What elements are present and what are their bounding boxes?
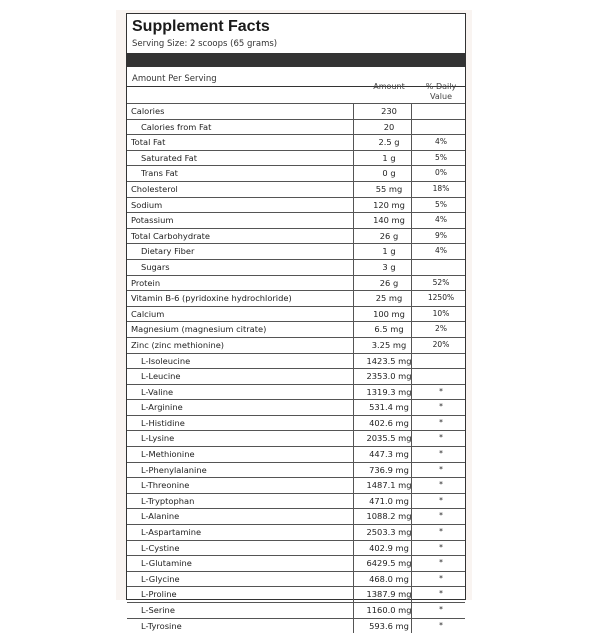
nutrient-name: Vitamin B-6 (pyridoxine hydrochloride) [131,293,292,304]
nutrient-amount: 55 mg [375,183,403,194]
nutrient-amount: 25 mg [375,293,403,304]
nutrient-table [127,103,465,633]
thick-divider [127,53,465,67]
nutrient-amount: 230 [381,106,397,116]
nutrient-name: Sugars [141,261,170,272]
nutrient-name: L-Proline [141,589,177,600]
nutrient-row [127,165,465,181]
nutrient-row [127,290,465,306]
nutrient-name: Zinc (zinc methionine) [131,339,225,350]
nutrient-amount: 6429.5 mg [366,558,412,569]
nutrient-amount: 3 g [382,261,396,272]
nutrient-daily-value: 4% [435,246,447,256]
nutrient-daily-value: 9% [435,230,447,240]
nutrient-amount: 1319.3 mg [366,386,412,397]
nutrient-amount: 531.4 mg [369,402,409,413]
nutrient-amount: 402.6 mg [369,417,409,428]
nutrient-name: L-Isoleucine [141,355,191,366]
nutrient-row [127,337,465,353]
nutrient-name: L-Serine [141,605,175,615]
nutrient-amount: 3.25 mg [371,339,407,350]
nutrient-daily-value [417,354,465,368]
nutrient-row [127,150,465,166]
nutrient-amount: 2035.5 mg [366,433,412,444]
nutrient-daily-value: 5% [435,199,447,209]
nutrient-name: L-Methionine [141,449,195,460]
nutrient-row [127,384,465,400]
supplement-facts-panel [126,13,466,631]
nutrient-daily-value: * [439,449,443,459]
nutrient-name: L-Phenylalanine [141,464,207,475]
nutrient-daily-value: * [439,589,443,599]
nutrient-amount: 736.9 mg [369,464,409,475]
nutrient-name: Calories [131,106,165,116]
nutrient-daily-value: 52% [432,277,450,287]
nutrient-amount: 26 g [379,277,399,288]
nutrient-amount: 468.0 mg [369,573,409,584]
nutrient-daily-value: 4% [435,137,447,147]
nutrient-name: Calcium [131,308,165,319]
nutrient-daily-value: * [439,480,443,490]
nutrient-amount: 2503.3 mg [366,527,412,538]
nutrient-daily-value: * [439,402,443,412]
nutrient-row [127,415,465,431]
nutrient-amount: 1 g [382,152,396,163]
nutrient-row [127,586,465,602]
nutrient-name: L-Histidine [141,417,185,428]
nutrient-amount: 100 mg [373,308,405,319]
nutrient-daily-value [417,369,465,383]
nutrient-row [127,197,465,213]
nutrient-name: Protein [131,277,161,288]
nutrient-row [127,306,465,322]
nutrient-amount: 1423.5 mg [366,355,412,366]
nutrient-name: L-Valine [141,386,174,397]
nutrient-name: L-Lysine [141,433,175,444]
nutrient-amount: 140 mg [373,215,405,226]
nutrient-name: Trans Fat [141,168,178,179]
nutrient-name: L-Tyrosine [141,620,182,631]
nutrient-amount: 1487.1 mg [366,480,412,491]
daily-value-column-header [417,82,465,102]
nutrient-row [127,275,465,291]
nutrient-row [127,119,465,135]
nutrient-daily-value: 0% [435,168,447,178]
nutrient-daily-value: * [439,558,443,568]
nutrient-row [127,602,465,618]
nutrient-row [127,243,465,259]
nutrient-row [127,181,465,197]
nutrient-daily-value: * [439,417,443,427]
nutrient-amount: 0 g [382,168,396,179]
daily-value-header-line1: % Daily [425,82,457,91]
nutrient-daily-value: 2% [435,324,447,334]
nutrient-row [127,508,465,524]
nutrient-name: Total Carbohydrate [131,230,210,241]
nutrient-daily-value: * [439,511,443,521]
nutrient-daily-value: * [439,620,443,630]
nutrient-daily-value [417,120,465,134]
nutrient-row [127,430,465,446]
nutrient-row [127,368,465,384]
nutrient-amount: 1088.2 mg [366,511,412,522]
nutrient-name: Cholesterol [131,183,178,194]
nutrient-row [127,618,465,633]
nutrient-row [127,571,465,587]
nutrient-amount: 1 g [382,246,396,257]
nutrient-daily-value: * [439,605,443,614]
nutrient-name: L-Alanine [141,511,180,522]
nutrient-name: L-Threonine [141,480,190,491]
nutrient-daily-value: * [439,386,443,396]
nutrient-row [127,493,465,509]
nutrient-daily-value: 18% [432,183,450,193]
nutrient-name: L-Glycine [141,573,180,584]
nutrient-daily-value: 4% [435,215,447,225]
nutrient-name: Saturated Fat [141,152,197,163]
nutrient-daily-value: 10% [432,308,450,318]
nutrient-name: L-Glutamine [141,558,192,569]
nutrient-row [127,555,465,571]
nutrient-row [127,259,465,275]
nutrient-row [127,134,465,150]
nutrient-name: L-Cystine [141,542,180,553]
amount-column-header: Amount [373,82,405,91]
nutrient-daily-value: * [439,527,443,537]
nutrient-daily-value: 5% [435,152,447,162]
nutrient-row [127,399,465,415]
nutrient-row [127,103,465,119]
nutrient-row [127,228,465,244]
nutrient-name: L-Leucine [141,371,181,382]
nutrient-amount: 471.0 mg [369,495,409,506]
nutrient-row [127,321,465,337]
nutrient-name: Potassium [131,215,174,226]
nutrient-row [127,353,465,369]
nutrient-amount: 6.5 mg [374,324,404,335]
panel-title: Supplement Facts [132,18,270,35]
serving-size: Serving Size: 2 scoops (65 grams) [132,39,278,49]
nutrient-amount: 2353.0 mg [366,371,412,382]
nutrient-name: Sodium [131,199,163,210]
nutrient-name: L-Arginine [141,402,183,413]
nutrient-row [127,524,465,540]
nutrient-amount: 447.3 mg [369,449,409,460]
nutrient-daily-value [417,260,465,274]
nutrient-amount: 1160.0 mg [366,605,412,615]
nutrient-amount: 593.6 mg [369,620,409,631]
nutrient-row [127,212,465,228]
daily-value-header-line2: Value [430,92,452,101]
nutrient-amount: 2.5 g [378,137,400,148]
nutrient-daily-value: * [439,433,443,443]
nutrient-row [127,462,465,478]
nutrient-name: L-Tryptophan [141,495,195,506]
nutrient-name: Magnesium (magnesium citrate) [131,324,267,335]
nutrient-daily-value: 20% [432,339,450,349]
nutrient-row [127,446,465,462]
nutrient-name: Calories from Fat [141,121,212,132]
nutrient-row [127,540,465,556]
nutrient-row [127,477,465,493]
nutrient-name: Dietary Fiber [141,246,195,257]
nutrient-amount: 26 g [379,230,399,241]
nutrient-amount: 402.9 mg [369,542,409,553]
amount-per-serving-label: Amount Per Serving [132,74,217,84]
nutrient-amount: 1387.9 mg [366,589,412,600]
nutrient-name: L-Aspartamine [141,527,202,538]
nutrient-amount: 120 mg [373,199,405,210]
nutrient-daily-value: * [439,495,443,505]
nutrient-name: Total Fat [131,137,166,148]
nutrient-amount: 20 [383,121,395,132]
nutrient-daily-value: * [439,573,443,583]
nutrient-daily-value: * [439,542,443,552]
nutrient-daily-value: 1250% [427,293,455,303]
nutrient-daily-value: * [439,464,443,474]
nutrient-daily-value [417,104,465,118]
